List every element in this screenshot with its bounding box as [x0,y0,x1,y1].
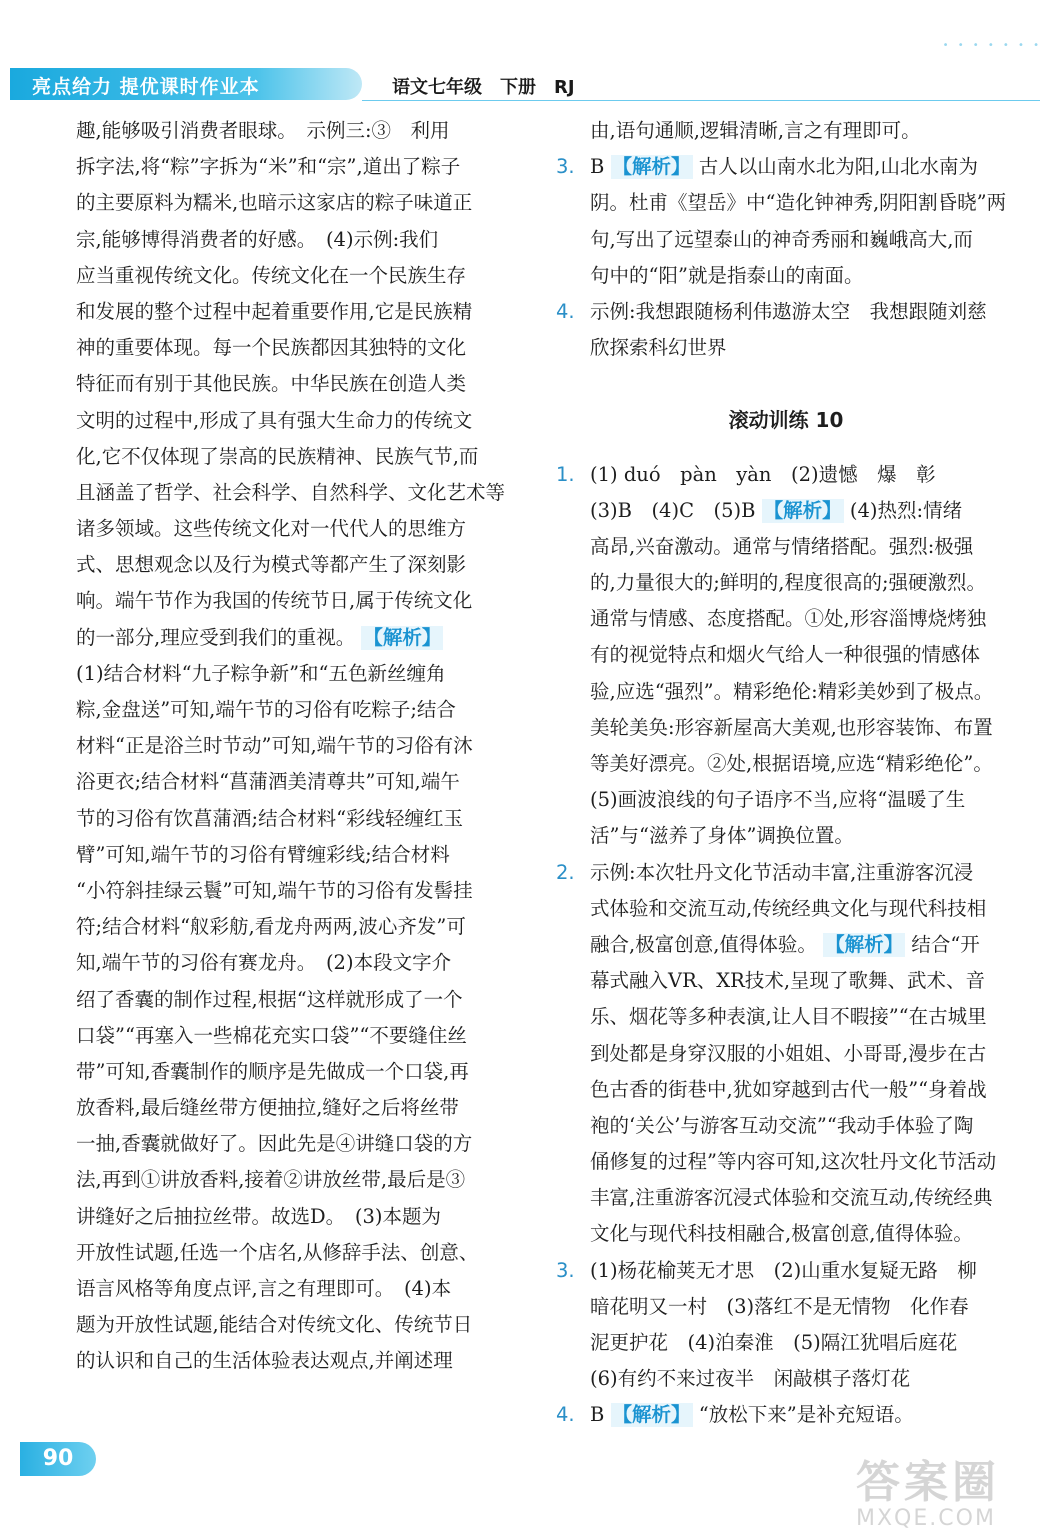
text-line: 文明的过程中,形成了具有强大生命力的传统文 [76,408,473,432]
text-line: 粽,金盘送”可知,端午节的习俗有吃粽子;结合 [76,698,456,721]
answer-letter: B [590,155,605,179]
text-line: 泥更护花 (4)泊秦淮 (5)隔江犹唱后庭花 [590,1331,958,1354]
text-line: 绍了香囊的制作过程,根据“这样就形成了一个 [76,987,463,1011]
text-line: 拆字法,将“粽”字拆为“米”和“宗”,道出了粽子 [76,155,461,179]
text-span: 示例:本次牡丹文化节活动丰富,注重游客沉浸 [590,860,974,884]
book-subtitle: 语文七年级 下册 RJ [392,77,575,98]
text-span: 结合“开 [911,932,980,956]
text-line: 阴。杜甫《望岳》中“造化钟神秀,阴阳割昏晓”两 [590,191,1007,215]
text-line: 符;结合材料“舣彩舫,看龙舟两两,波心齐发”可 [76,915,466,939]
text-span: 融合,极富创意,值得体验。 [590,932,817,956]
decorative-dots: • • • • • • • [942,40,1042,51]
text-span: 示例:我想跟随杨利伟遨游太空 我想跟随刘慈 [590,299,987,323]
text-span: (4)热烈:情绪 [849,498,963,522]
text-line: 且涵盖了哲学、社会科学、自然科学、文化艺术等 [76,480,506,504]
text-line: 开放性试题,任选一个店名,从修辞手法、创意、 [76,1240,479,1264]
answer-item [556,855,1016,891]
text-span: 的一部分,理应受到我们的重视。 [76,625,356,649]
item-number: 3. [556,155,575,179]
text-line: 响。端午节作为我国的传统节日,属于传统文化 [76,589,473,613]
watermark-url: MXQE.COM [856,1506,996,1531]
text-line: 应当重视传统文化。传统文化在一个民族生存 [76,263,467,287]
text-line: 式体验和交流互动,传统经典文化与现代科技相 [590,896,987,920]
watermark-text: 答案圈 [856,1457,1000,1508]
text-line: (5)画波浪线的句子语序不当,应将“温暖了生 [590,788,966,812]
text-line: 节的习俗有饮菖蒲酒;结合材料“彩线轻缠红玉 [76,806,464,830]
text-line: 和发展的整个过程中起着重要作用,它是民族精 [76,299,473,323]
header-divider [362,100,1040,101]
text-line: 浴更衣;结合材料“菖蒲酒美清尊共”可知,端午 [76,770,460,794]
text-span: “放松下来”是补充短语。 [698,1403,914,1427]
right-column [556,113,1016,1434]
text-line: 色古香的街巷中,犹如穿越到古代一般”“身着战 [590,1077,987,1101]
text-line: 趣,能够吸引消费者眼球。 示例三:③ 利用 [76,119,450,142]
text-line: 讲缝好之后抽拉丝带。故选D。 (3)本题为 [76,1204,442,1228]
text-line: 欣探索科幻世界 [590,336,727,360]
text-line: 的,力量很大的;鲜明的,程度很高的;强硬激烈。 [590,571,987,595]
analysis-badge: 【解析】 [612,155,691,179]
text-line: 化,它不仅体现了崇高的民族精神、民族气节,而 [76,444,479,468]
answer-item [556,1253,1016,1289]
text-line: 到处都是身穿汉服的小姐姐、小哥哥,漫步在古 [590,1041,987,1065]
text-line: 有的视觉特点和烟火气给人一种很强的情感体 [590,643,981,667]
text-line: 语言风格等角度点评,言之有理即可。 (4)本 [76,1277,452,1300]
left-column [76,113,528,1380]
text-line: 等美好漂亮。②处,根据语境,应选“精彩绝伦”。 [590,752,993,775]
text-line: 高昂,兴奋激动。通常与情绪搭配。强烈:极强 [590,534,974,558]
item-number: 2. [556,860,575,884]
text-line: 法,再到①讲放香料,接着②讲放丝带,最后是③ [76,1168,466,1192]
text-line: 的认识和自己的生活体验表达观点,并阐述理 [76,1349,453,1373]
header-band [10,68,362,100]
text-line: 题为开放性试题,能结合对传统文化、传统节日 [76,1313,473,1337]
text-span: (1) duó pàn yàn (2)遗憾 爆 彰 [590,462,936,486]
text-line: 口袋”“再塞入一些棉花充实口袋”“不要缝住丝 [76,1023,467,1047]
text-line: 美轮美奂:形容新屋高大美观,也形容装饰、布置 [590,715,993,739]
analysis-badge: 【解析】 [363,625,442,649]
text-line: 材料“正是浴兰时节动”可知,端午节的习俗有沐 [76,734,473,758]
item-number: 1. [556,462,575,486]
text-line: 俑修复的过程”等内容可知,这次牡丹文化节活动 [590,1150,997,1174]
text-line [76,620,528,656]
book-title: 亮点给力 提优课时作业本 [32,76,260,98]
answer-item [556,1397,1016,1433]
text-line: 一抽,香囊就做好了。因此先是④讲缝口袋的方 [76,1132,473,1156]
text-line: (6)有约不来过夜半 闲敲棋子落灯花 [590,1367,911,1391]
page-header [0,68,1050,102]
text-span: (1)杨花榆荚无才思 (2)山重水复疑无路 柳 [590,1258,977,1282]
page-number: 90 [20,1442,96,1476]
text-line: 带”可知,香囊制作的顺序是先做成一个口袋,再 [76,1059,469,1083]
text-line: 句中的“阳”就是指泰山的南面。 [590,263,864,287]
text-line: 文化与现代科技相融合,极富创意,值得体验。 [590,1222,973,1246]
text-line: 句,写出了远望泰山的神奇秀丽和巍峨高大,而 [590,227,973,251]
text-line: 幕式融入VR、XR技术,呈现了歌舞、武术、音 [590,969,986,993]
text-line: 特征而有别于其他民族。中华民族在创造人类 [76,372,467,396]
text-line: 暗花明又一村 (3)落红不是无情物 化作春 [590,1294,969,1318]
watermark-logo [856,1446,1036,1530]
text-line: 丰富,注重游客沉浸式体验和交流互动,传统经典 [590,1186,993,1210]
text-line: 袍的‘关公’与游客互动交流”“我动手体验了陶 [590,1113,974,1137]
text-line: 式、思想观念以及行为模式等都产生了深刻影 [76,553,467,577]
text-line: 通常与情感、态度搭配。①处,形容淄博烧烤独 [590,607,987,631]
text-span: 古人以山南水北为阳,山北水南为 [698,155,978,179]
text-line: 神的重要体现。每一个民族都因其独特的文化 [76,336,467,360]
answer-letter: B [590,1403,605,1427]
text-line: 活”与“滋养了身体”调换位置。 [590,824,854,848]
analysis-badge: 【解析】 [825,932,904,956]
text-line [556,927,1016,963]
text-line: 验,应选“强烈”。精彩绝伦:精彩美妙到了极点。 [590,679,994,703]
text-line: 的主要原料为糯米,也暗示这家店的粽子味道正 [76,191,473,215]
analysis-badge: 【解析】 [763,498,842,522]
analysis-badge: 【解析】 [612,1403,691,1427]
section-title: 滚动训练 10 [728,408,844,433]
text-line: 诸多领域。这些传统文化对一代代人的思维方 [76,517,467,541]
text-line [556,493,1016,529]
text-line: 臂”可知,端午节的习俗有臂缠彩线;结合材料 [76,842,450,866]
item-number: 3. [556,1258,575,1282]
text-span: (3)B (4)C (5)B [590,498,756,522]
answer-item [556,457,1016,493]
item-number: 4. [556,299,575,323]
answer-item [556,294,1016,330]
item-number: 4. [556,1403,575,1427]
text-line: (1)结合材料“九子粽争新”和“五色新丝缠角 [76,661,446,685]
text-line: 由,语句通顺,逻辑清晰,言之有理即可。 [590,119,921,142]
answer-item [556,149,1016,185]
text-line: “小符斜挂绿云鬟”可知,端午节的习俗有发髻挂 [76,878,473,902]
text-line: 放香料,最后缝丝带方便抽拉,缝好之后将丝带 [76,1096,459,1120]
text-line: 知,端午节的习俗有赛龙舟。 (2)本段文字介 [76,951,452,975]
text-line: 宗,能够博得消费者的好感。 (4)示例:我们 [76,227,439,251]
text-line: 乐、烟花等多种表演,让人目不暇接”“在古城里 [590,1005,987,1029]
